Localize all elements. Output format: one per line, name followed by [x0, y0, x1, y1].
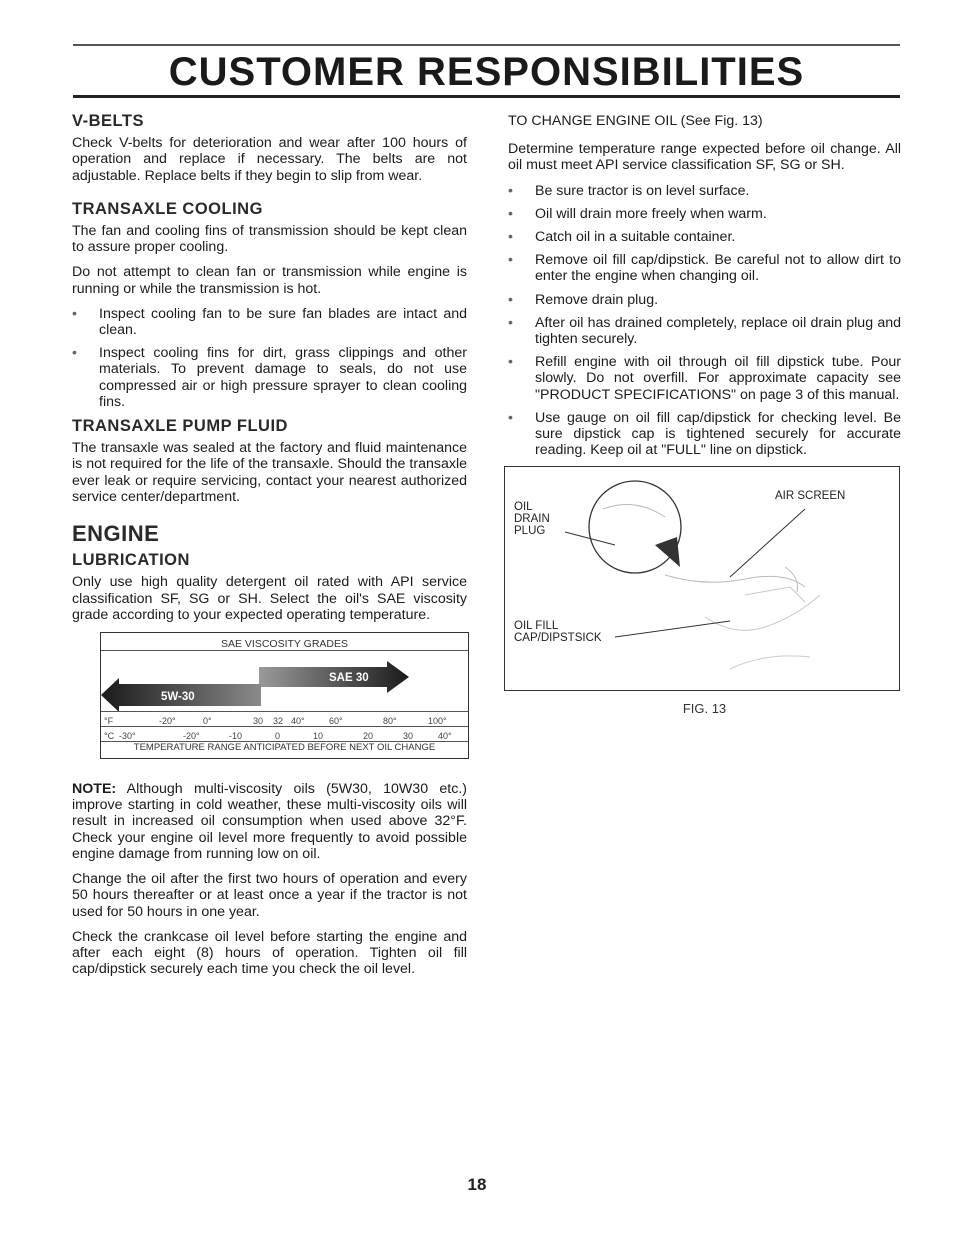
note-label: NOTE:	[72, 781, 117, 798]
transaxle-pump-fluid-text: The transaxle was sealed at the factory and fluid maintenance is not required for the life of the transaxle. Should the transaxle ever leak or require servicing, contact your nearest authorized service center/department.	[72, 440, 467, 505]
bullet: •	[72, 345, 77, 362]
bullet: •	[508, 409, 513, 426]
bullet: •	[508, 229, 513, 246]
list-item: • Use gauge on oil fill cap/dipstick for checking level. Be sure dipstick cap is tightened securely for accurate reading. Keep oil at "FULL" line on dipstick.	[508, 409, 901, 459]
page-number: 18	[467, 1175, 487, 1194]
transaxle-cooling-p2: Do not attempt to clean fan or transmission while engine is running or while the transmission is hot.	[72, 264, 467, 297]
note-text: Although multi-viscosity oils (5W30, 10W30 etc.) improve starting in cold weather, these multi-viscosity oils will result in increased oil consumption when used above 32°F. Check your engine oil level more frequently to avoid possible engine damage from running low on oil.	[72, 781, 467, 862]
oil-fill-dipstick-label: OIL FILL CAP/DIPSTSICK	[514, 620, 602, 645]
air-screen-label: AIR SCREEN	[775, 490, 846, 503]
list-item: • Oil will drain more freely when warm.	[508, 205, 767, 222]
page-title: CUSTOMER RESPONSIBILITIES	[168, 50, 805, 94]
list-item: • Remove drain plug.	[508, 291, 659, 308]
list-item: • Catch oil in a suitable container.	[508, 229, 736, 246]
bullet: •	[508, 291, 513, 308]
figure-13	[504, 466, 900, 691]
oil-change-interval-text: Change the oil after the first two hours of operation and every 50 hours thereafter or at least once a year if the tractor is not used for 50 hours in one year.	[72, 871, 467, 920]
transaxle-cooling-p1: The fan and cooling fins of transmission should be kept clean to assure proper cooling.	[72, 223, 467, 256]
transaxle-cooling-list	[72, 306, 467, 410]
bullet: •	[72, 305, 77, 322]
viscosity-chart-title: SAE VISCOSITY GRADES	[220, 638, 348, 651]
engine-heading: ENGINE	[72, 521, 160, 547]
list-item: • After oil has drained completely, replace oil drain plug and tighten securely.	[508, 314, 901, 348]
transaxle-cooling-heading: TRANSAXLE COOLING	[72, 199, 263, 218]
viscosity-chart	[100, 632, 469, 759]
change-oil-steps	[508, 183, 901, 459]
list-item: • Inspect cooling fan to be sure fan blades are intact and clean.	[72, 305, 467, 339]
top-rule	[73, 44, 900, 46]
left-column	[72, 113, 467, 986]
list-item: • Remove oil fill cap/dipstick. Be careful not to allow dirt to enter the engine when changing oil.	[508, 252, 901, 285]
lubrication-text: Only use high quality detergent oil rated with API service classification SF, SG or SH. Select the oil's SAE viscosity grade according to your expected operating temperature.	[72, 574, 467, 623]
bullet: •	[508, 182, 513, 199]
title-underline	[73, 95, 900, 98]
bullet: •	[508, 205, 513, 222]
viscosity-chart-caption: TEMPERATURE RANGE ANTICIPATED BEFORE NEXT OIL CHANGE	[133, 741, 436, 753]
figure-caption: FIG. 13	[682, 701, 727, 717]
lubrication-heading: LUBRICATION	[72, 551, 190, 570]
5w30-label: 5W-30	[161, 691, 195, 704]
vbelts-text: Check V-belts for deterioration and wear after 100 hours of operation and replace if necessary. The belts are not adjustable. Replace belts if they begin to slip from wear.	[72, 135, 467, 184]
list-item: • Refill engine with oil through oil fill dipstick tube. Pour slowly. Do not overfill. For approximate capacity see "PRODUCT SPECIFICATIONS" on page 3 of this manual.	[508, 354, 901, 403]
bullet: •	[508, 252, 513, 269]
sae30-label: SAE 30	[329, 672, 369, 685]
bullet: •	[508, 354, 513, 371]
change-oil-intro: Determine temperature range expected before oil change. All oil must meet API service classification SF, SG or SH.	[508, 141, 901, 174]
right-column	[508, 113, 901, 718]
vbelts-heading: V-BELTS	[72, 112, 144, 130]
list-item: • Be sure tractor is on level surface.	[508, 182, 750, 199]
celsius-scale: °C -30° -20° -10 0 10 20 30 40°	[104, 731, 452, 742]
change-oil-heading: TO CHANGE ENGINE OIL (See Fig. 13)	[508, 113, 763, 129]
bullet: •	[508, 314, 513, 331]
list-item: • Inspect cooling fins for dirt, grass clippings and other materials. To prevent damage to seals, do not use compressed air or high pressure sprayer to clean cooling fins.	[72, 345, 467, 410]
transaxle-pump-fluid-heading: TRANSAXLE PUMP FLUID	[72, 417, 288, 436]
note-paragraph	[72, 781, 467, 862]
fahrenheit-scale: °F -20° 0° 30 32 40° 60° 80° 100°	[104, 716, 447, 727]
oil-check-text: Check the crankcase oil level before starting the engine and after each eight (8) hours of operation. Tighten oil fill cap/dipstick securely each time you check the oil level.	[72, 928, 467, 978]
oil-drain-plug-label: OIL DRAIN PLUG	[514, 501, 550, 538]
